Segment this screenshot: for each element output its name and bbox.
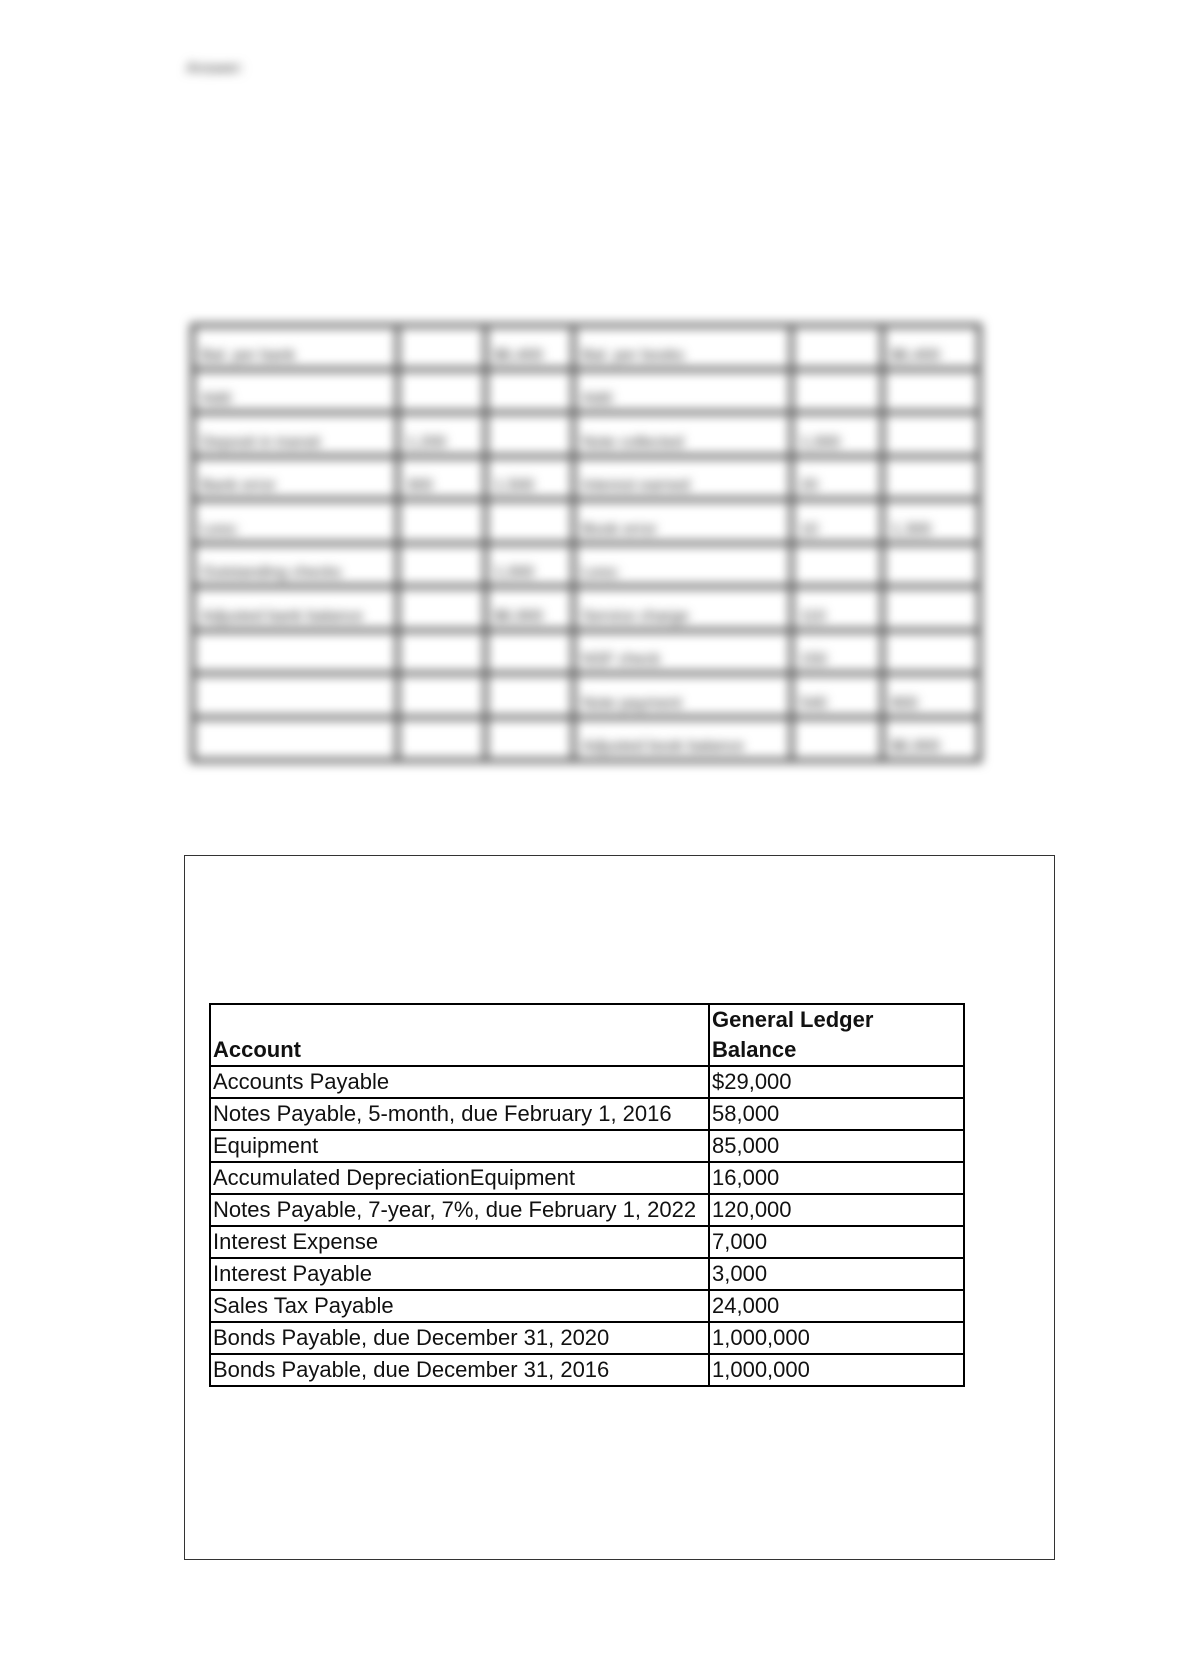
reconciliation-cell <box>792 369 883 413</box>
reconciliation-row <box>193 717 980 761</box>
reconciliation-cell <box>486 674 574 718</box>
ledger-row <box>210 1226 964 1258</box>
ledger-row <box>210 1290 964 1322</box>
reconciliation-cell <box>883 630 980 674</box>
reconciliation-cell: Outstanding checks <box>193 543 398 587</box>
reconciliation-cell <box>398 369 486 413</box>
reconciliation-cell <box>398 630 486 674</box>
balance-cell: 7,000 <box>709 1226 964 1258</box>
reconciliation-cell: 300 <box>398 456 486 500</box>
reconciliation-cell: Deposit in transit <box>193 413 398 457</box>
reconciliation-cell: Add: <box>574 369 792 413</box>
ledger-body <box>210 1066 964 1386</box>
reconciliation-row <box>193 500 980 544</box>
reconciliation-cell <box>486 717 574 761</box>
account-cell: Bonds Payable, due December 31, 2016 <box>210 1354 709 1386</box>
reconciliation-cell: 150 <box>792 630 883 674</box>
balance-cell: 1,000,000 <box>709 1322 964 1354</box>
reconciliation-row <box>193 369 980 413</box>
reconciliation-cell <box>398 717 486 761</box>
reconciliation-cell: NSF check <box>574 630 792 674</box>
reconciliation-cell: Bal. per bank <box>193 326 398 370</box>
reconciliation-body <box>193 326 980 761</box>
ledger-row <box>210 1098 964 1130</box>
reconciliation-cell: 20 <box>792 456 883 500</box>
reconciliation-cell: Add: <box>193 369 398 413</box>
reconciliation-cell: Bank error <box>193 456 398 500</box>
account-cell: Equipment <box>210 1130 709 1162</box>
reconciliation-cell: Interest earned <box>574 456 792 500</box>
reconciliation-cell: Service charge <box>574 587 792 631</box>
reconciliation-row <box>193 630 980 674</box>
reconciliation-cell <box>398 326 486 370</box>
reconciliation-cell <box>792 543 883 587</box>
reconciliation-cell: 1,000 <box>486 543 574 587</box>
balance-cell: 58,000 <box>709 1098 964 1130</box>
reconciliation-cell <box>486 369 574 413</box>
ledger-row <box>210 1258 964 1290</box>
reconciliation-cell <box>883 369 980 413</box>
reconciliation-cell: Bal. per books <box>574 326 792 370</box>
ledger-row <box>210 1354 964 1386</box>
ledger-row <box>210 1194 964 1226</box>
account-column-header: Account <box>210 1004 709 1066</box>
general-ledger-table <box>209 1003 965 1387</box>
reconciliation-row <box>193 326 980 370</box>
reconciliation-cell <box>792 717 883 761</box>
reconciliation-cell <box>193 717 398 761</box>
reconciliation-row <box>193 543 980 587</box>
reconciliation-cell: 1,000 <box>792 413 883 457</box>
reconciliation-cell: Less: <box>193 500 398 544</box>
reconciliation-cell: $6,400 <box>883 326 980 370</box>
reconciliation-row <box>193 456 980 500</box>
account-cell: Interest Payable <box>210 1258 709 1290</box>
reconciliation-row <box>193 413 980 457</box>
reconciliation-cell: 110 <box>792 587 883 631</box>
reconciliation-cell: $6,900 <box>883 717 980 761</box>
account-cell: Sales Tax Payable <box>210 1290 709 1322</box>
reconciliation-cell: 1,300 <box>883 500 980 544</box>
reconciliation-cell: 540 <box>792 674 883 718</box>
reconciliation-cell: 1,200 <box>398 413 486 457</box>
account-cell: Notes Payable, 5-month, due February 1, 2016 <box>210 1098 709 1130</box>
reconciliation-cell <box>486 500 574 544</box>
reconciliation-cell: 800 <box>883 674 980 718</box>
balance-cell: 24,000 <box>709 1290 964 1322</box>
ledger-row <box>210 1066 964 1098</box>
reconciliation-cell <box>193 674 398 718</box>
ledger-row <box>210 1162 964 1194</box>
reconciliation-cell <box>792 326 883 370</box>
reconciliation-cell <box>883 587 980 631</box>
account-cell: Notes Payable, 7-year, 7%, due February 1, 2022 <box>210 1194 709 1226</box>
reconciliation-cell: 10 <box>792 500 883 544</box>
account-cell: Accumulated DepreciationEquipment <box>210 1162 709 1194</box>
reconciliation-cell: Note collected <box>574 413 792 457</box>
reconciliation-cell: $6,900 <box>486 587 574 631</box>
reconciliation-cell <box>486 413 574 457</box>
balance-cell: 3,000 <box>709 1258 964 1290</box>
balance-cell: 16,000 <box>709 1162 964 1194</box>
reconciliation-cell <box>486 630 574 674</box>
reconciliation-cell: Note payment <box>574 674 792 718</box>
balance-cell: 85,000 <box>709 1130 964 1162</box>
account-cell: Accounts Payable <box>210 1066 709 1098</box>
reconciliation-cell: Adjusted book balance <box>574 717 792 761</box>
reconciliation-row <box>193 587 980 631</box>
reconciliation-cell <box>398 587 486 631</box>
reconciliation-cell: Adjusted bank balance <box>193 587 398 631</box>
ledger-row <box>210 1322 964 1354</box>
reconciliation-cell <box>193 630 398 674</box>
account-cell: Bonds Payable, due December 31, 2020 <box>210 1322 709 1354</box>
reconciliation-cell <box>398 500 486 544</box>
reconciliation-cell <box>883 413 980 457</box>
balance-cell: $29,000 <box>709 1066 964 1098</box>
blurred-heading: Answer: <box>186 60 244 77</box>
reconciliation-cell: Book error <box>574 500 792 544</box>
reconciliation-row <box>193 674 980 718</box>
balance-cell: 1,000,000 <box>709 1354 964 1386</box>
balance-cell: 120,000 <box>709 1194 964 1226</box>
balance-column-header: General Ledger Balance <box>709 1004 964 1066</box>
account-cell: Interest Expense <box>210 1226 709 1258</box>
blurred-bank-reconciliation-table <box>190 323 977 763</box>
reconciliation-cell <box>398 543 486 587</box>
reconciliation-cell <box>883 456 980 500</box>
reconciliation-cell: Less: <box>574 543 792 587</box>
reconciliation-cell <box>398 674 486 718</box>
ledger-header-row <box>210 1004 964 1066</box>
reconciliation-cell: 1,500 <box>486 456 574 500</box>
reconciliation-cell: $6,400 <box>486 326 574 370</box>
ledger-row <box>210 1130 964 1162</box>
reconciliation-cell <box>883 543 980 587</box>
